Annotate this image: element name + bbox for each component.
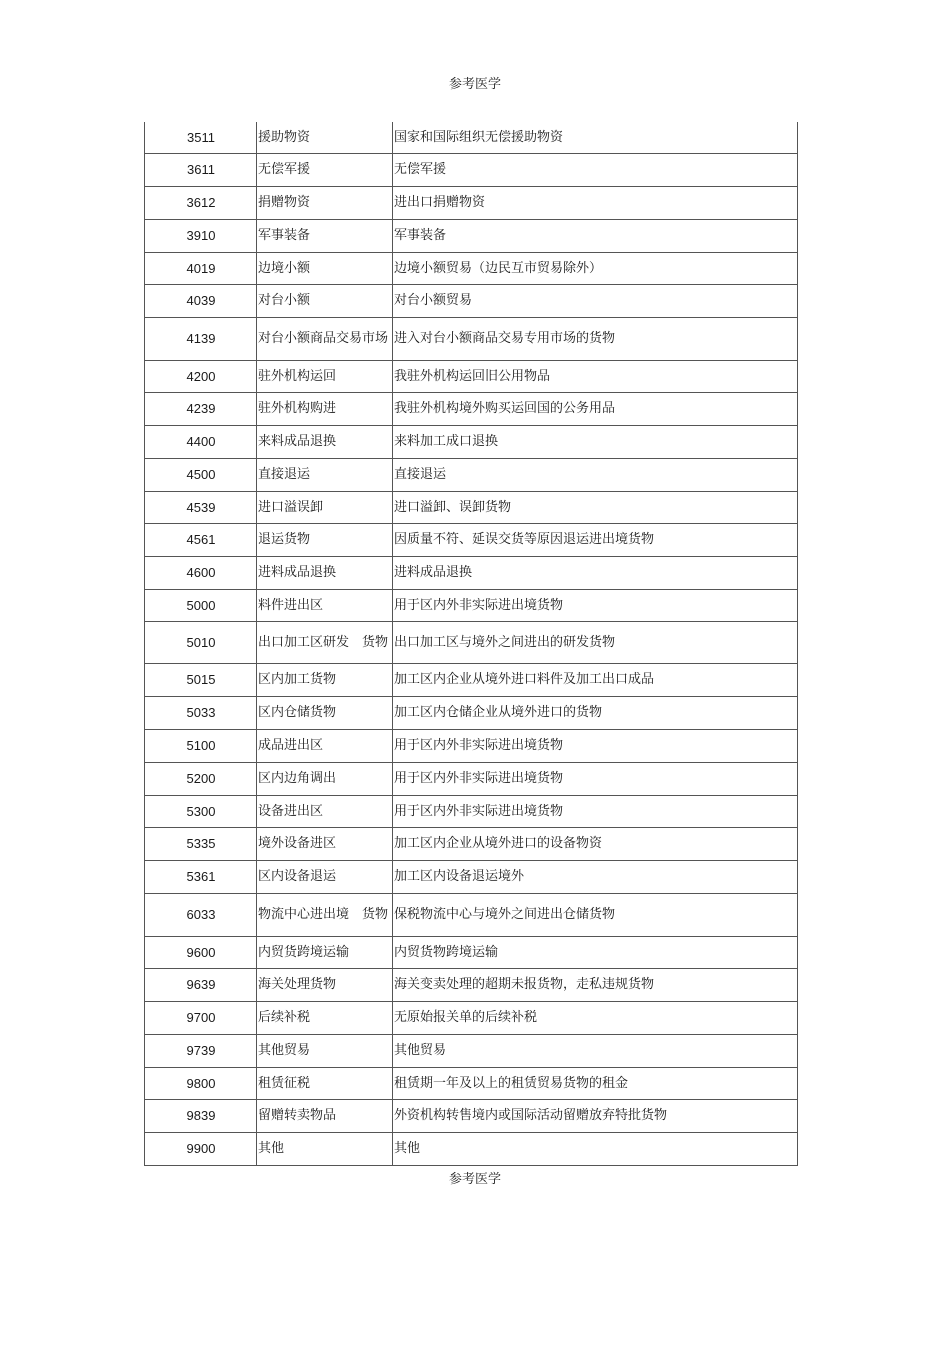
- code-cell: 5000: [145, 589, 257, 621]
- table-row: [145, 122, 798, 153]
- abbr-cell: 内贸货跨境运输: [257, 936, 393, 968]
- code-cell: 9700: [145, 1001, 257, 1034]
- code-cell: 3511: [145, 122, 257, 153]
- code-cell: 9739: [145, 1034, 257, 1067]
- abbr-cell: 留赠转卖物品: [257, 1099, 393, 1132]
- abbr-cell: 驻外机构运回: [257, 360, 393, 392]
- abbr-cell: 军事装备: [257, 219, 393, 252]
- table-row: [145, 523, 798, 556]
- abbr-cell: 成品进出区: [257, 729, 393, 762]
- table-row: [145, 1132, 798, 1165]
- desc-cell: 外资机构转售境内或国际活动留赠放弃特批货物: [393, 1099, 798, 1132]
- desc-cell: 用于区内外非实际进出境货物: [393, 762, 798, 795]
- desc-cell: 加工区内仓储企业从境外进口的货物: [393, 696, 798, 729]
- desc-cell: 加工区内企业从境外进口料件及加工出口成品: [393, 663, 798, 696]
- table-row: [145, 284, 798, 317]
- trade-mode-table: [144, 122, 798, 1166]
- table-row: [145, 589, 798, 621]
- desc-cell: 直接退运: [393, 458, 798, 491]
- abbr-cell: 对台小额: [257, 284, 393, 317]
- abbr-cell: 设备进出区: [257, 795, 393, 827]
- abbr-cell: 其他贸易: [257, 1034, 393, 1067]
- code-cell: 9639: [145, 968, 257, 1001]
- abbr-cell: 其他: [257, 1132, 393, 1165]
- desc-cell: 保税物流中心与境外之间进出仓储货物: [393, 893, 798, 936]
- page-header: 参考医学: [448, 77, 501, 92]
- code-cell: 4139: [145, 317, 257, 360]
- table-row: [145, 795, 798, 827]
- code-cell: 5100: [145, 729, 257, 762]
- page-footer: 参考医学: [448, 1172, 501, 1187]
- code-cell: 3611: [145, 153, 257, 186]
- table-row: [145, 219, 798, 252]
- table-row: [145, 153, 798, 186]
- code-cell: 4600: [145, 556, 257, 589]
- table-row: [145, 252, 798, 284]
- table-row: [145, 1034, 798, 1067]
- code-cell: 5335: [145, 827, 257, 860]
- abbr-cell: 区内加工货物: [257, 663, 393, 696]
- desc-cell: 进入对台小额商品交易专用市场的货物: [393, 317, 798, 360]
- abbr-cell: 来料成品退换: [257, 425, 393, 458]
- code-cell: 4539: [145, 491, 257, 523]
- desc-cell: 其他: [393, 1132, 798, 1165]
- desc-cell: 加工区内设备退运境外: [393, 860, 798, 893]
- abbr-cell: 无偿军援: [257, 153, 393, 186]
- code-cell: 5361: [145, 860, 257, 893]
- table-row: [145, 1001, 798, 1034]
- table-row: [145, 1067, 798, 1099]
- code-cell: 4239: [145, 392, 257, 425]
- table-row: [145, 696, 798, 729]
- desc-cell: 租赁期一年及以上的租赁贸易货物的租金: [393, 1067, 798, 1099]
- desc-cell: 内贸货物跨境运输: [393, 936, 798, 968]
- code-cell: 5300: [145, 795, 257, 827]
- table-row: [145, 762, 798, 795]
- abbr-cell: 进口溢误卸: [257, 491, 393, 523]
- table-row: [145, 425, 798, 458]
- table-row: [145, 556, 798, 589]
- code-cell: 5200: [145, 762, 257, 795]
- table-row: [145, 936, 798, 968]
- abbr-cell: 进料成品退换: [257, 556, 393, 589]
- table-row: [145, 827, 798, 860]
- table-row: [145, 491, 798, 523]
- code-cell: 5033: [145, 696, 257, 729]
- abbr-cell: 对台小额商品交易市场: [257, 317, 393, 360]
- desc-cell: 出口加工区与境外之间进出的研发货物: [393, 621, 798, 663]
- code-cell: 6033: [145, 893, 257, 936]
- code-cell: 9900: [145, 1132, 257, 1165]
- desc-cell: 用于区内外非实际进出境货物: [393, 729, 798, 762]
- code-cell: 4400: [145, 425, 257, 458]
- code-cell: 9839: [145, 1099, 257, 1132]
- desc-cell: 加工区内企业从境外进口的设备物资: [393, 827, 798, 860]
- code-cell: 4561: [145, 523, 257, 556]
- abbr-cell: 退运货物: [257, 523, 393, 556]
- desc-cell: 我驻外机构境外购买运回国的公务用品: [393, 392, 798, 425]
- code-cell: 5015: [145, 663, 257, 696]
- table-row: [145, 729, 798, 762]
- table-row: [145, 392, 798, 425]
- code-cell: 9600: [145, 936, 257, 968]
- desc-cell: 国家和国际组织无偿援助物资: [393, 122, 798, 153]
- code-cell: 3910: [145, 219, 257, 252]
- abbr-cell: 出口加工区研发 货物: [257, 621, 393, 663]
- table-row: [145, 458, 798, 491]
- desc-cell: 其他贸易: [393, 1034, 798, 1067]
- abbr-cell: 海关处理货物: [257, 968, 393, 1001]
- abbr-cell: 后续补税: [257, 1001, 393, 1034]
- abbr-cell: 驻外机构购进: [257, 392, 393, 425]
- desc-cell: 进料成品退换: [393, 556, 798, 589]
- desc-cell: 军事装备: [393, 219, 798, 252]
- abbr-cell: 援助物资: [257, 122, 393, 153]
- desc-cell: 无原始报关单的后续补税: [393, 1001, 798, 1034]
- abbr-cell: 区内边角调出: [257, 762, 393, 795]
- code-cell: 4019: [145, 252, 257, 284]
- abbr-cell: 区内仓储货物: [257, 696, 393, 729]
- desc-cell: 无偿军援: [393, 153, 798, 186]
- table-row: [145, 968, 798, 1001]
- table-row: [145, 360, 798, 392]
- table-row: [145, 317, 798, 360]
- desc-cell: 用于区内外非实际进出境货物: [393, 589, 798, 621]
- abbr-cell: 边境小额: [257, 252, 393, 284]
- desc-cell: 进口溢卸、误卸货物: [393, 491, 798, 523]
- code-cell: 5010: [145, 621, 257, 663]
- desc-cell: 我驻外机构运回旧公用物品: [393, 360, 798, 392]
- abbr-cell: 料件进出区: [257, 589, 393, 621]
- code-cell: 9800: [145, 1067, 257, 1099]
- abbr-cell: 租赁征税: [257, 1067, 393, 1099]
- table-row: [145, 186, 798, 219]
- desc-cell: 边境小额贸易（边民互市贸易除外）: [393, 252, 798, 284]
- table-row: [145, 621, 798, 663]
- code-cell: 3612: [145, 186, 257, 219]
- table-row: [145, 860, 798, 893]
- table-row: [145, 663, 798, 696]
- desc-cell: 因质量不符、延误交货等原因退运进出境货物: [393, 523, 798, 556]
- table-row: [145, 1099, 798, 1132]
- code-cell: 4200: [145, 360, 257, 392]
- code-cell: 4039: [145, 284, 257, 317]
- desc-cell: 对台小额贸易: [393, 284, 798, 317]
- code-cell: 4500: [145, 458, 257, 491]
- abbr-cell: 直接退运: [257, 458, 393, 491]
- abbr-cell: 境外设备进区: [257, 827, 393, 860]
- abbr-cell: 区内设备退运: [257, 860, 393, 893]
- desc-cell: 进出口捐赠物资: [393, 186, 798, 219]
- desc-cell: 用于区内外非实际进出境货物: [393, 795, 798, 827]
- desc-cell: 来料加工成口退换: [393, 425, 798, 458]
- abbr-cell: 物流中心进出境 货物: [257, 893, 393, 936]
- abbr-cell: 捐赠物资: [257, 186, 393, 219]
- table-row: [145, 893, 798, 936]
- desc-cell: 海关变卖处理的超期未报货物，走私违规货物: [393, 968, 798, 1001]
